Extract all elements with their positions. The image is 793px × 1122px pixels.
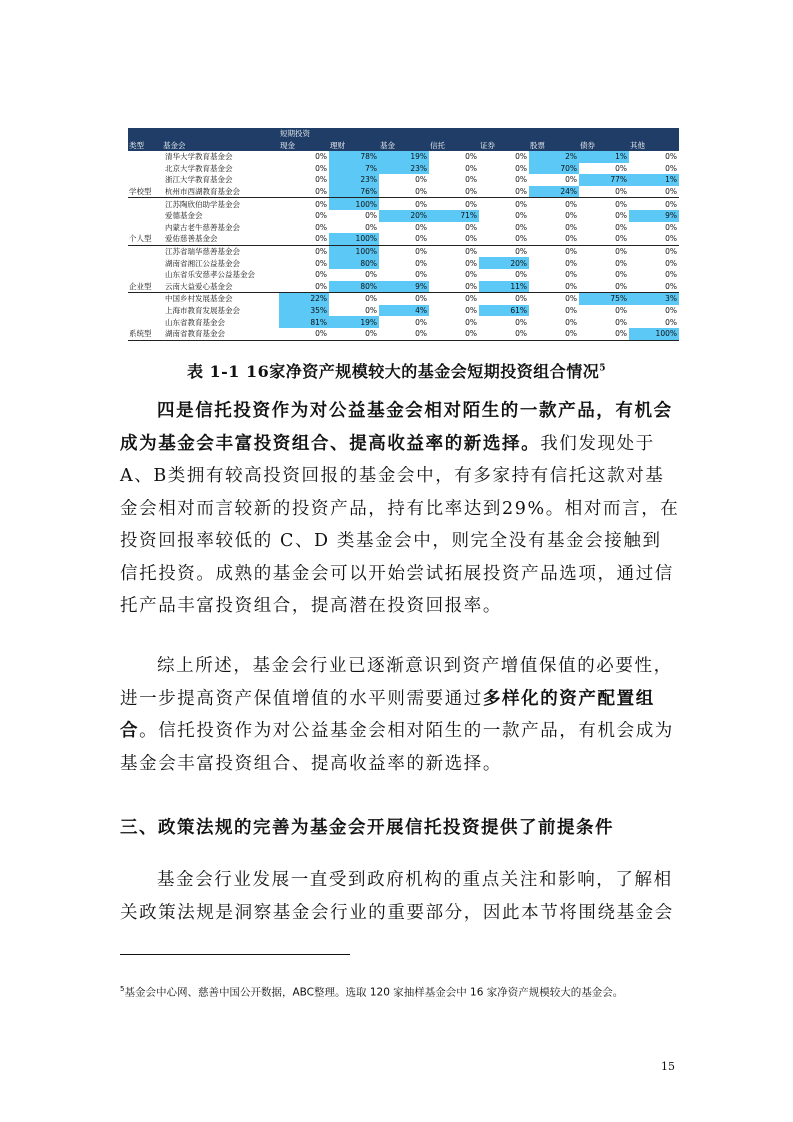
value-cell: 0% (465, 175, 477, 185)
value-cell: 0% (565, 199, 577, 209)
foundation-name-cell: 上海市教育发展基金会 (165, 306, 240, 316)
value-cell: 0% (629, 186, 679, 198)
header-top-cell: 短期投资 (279, 128, 329, 139)
value-cell: 0% (579, 281, 629, 293)
value-cell: 0% (415, 247, 427, 257)
header-cell: 其他 (629, 139, 679, 151)
value-cell: 0% (365, 306, 377, 316)
value-cell: 0% (465, 222, 477, 232)
value-cell: 0% (529, 281, 579, 293)
table-row (128, 293, 679, 305)
value-cell: 23% (329, 174, 379, 186)
value-cell: 0% (465, 306, 477, 316)
value-cell: 0% (629, 233, 679, 245)
header-cell: 证券 (479, 139, 529, 151)
value-cell: 0% (379, 328, 429, 340)
value-cell: 0% (415, 175, 427, 185)
foundation-name-cell: 山东省教育基金会 (165, 317, 225, 327)
value-cell: 100% (329, 198, 379, 210)
paragraph-body: 我们发现处于 A、B类拥有较高投资回报的基金会中，有多家持有信托这款对基金会相对而言较新的投资产品，持有比率达到29%。相对而言，在投资回报率较低的 C、D 类基金会中，则完全没有基金会接触到信托投资。成熟的基金会可以开始尝试拓展投资产品选项，通过信托产品丰富投资组合，提高潜在投资回报率。 (120, 433, 680, 616)
foundation-name-cell: 清华大学教育基金会 (165, 152, 233, 162)
value-cell: 81% (279, 316, 329, 328)
summary-text-after: 。信托投资作为对公益基金会相对陌生的一款产品，有机会成为基金会丰富投资组合、提高收益率的新选择。 (120, 721, 674, 774)
value-cell: 0% (279, 233, 329, 245)
value-cell: 80% (329, 257, 379, 269)
header-top-cell (479, 128, 529, 139)
type-cell (128, 210, 162, 222)
header-cell: 现金 (279, 139, 329, 151)
value-cell: 0% (429, 186, 479, 198)
value-cell: 0% (515, 152, 527, 162)
type-cell (128, 198, 162, 210)
page-number: 15 (661, 1060, 675, 1073)
value-cell: 0% (615, 258, 627, 268)
type-cell (128, 269, 162, 281)
value-cell: 0% (315, 270, 327, 280)
value-cell: 61% (479, 305, 529, 317)
value-cell: 0% (579, 233, 629, 245)
value-cell: 0% (515, 175, 527, 185)
value-cell: 75% (579, 293, 629, 305)
value-cell: 0% (415, 294, 427, 304)
footnote-text: 基金会中心网、慈善中国公开数据，ABC整理。选取 120 家抽样基金会中 16 家净资产规模较大的基金会。 (124, 986, 624, 999)
value-cell: 100% (329, 245, 379, 257)
value-cell: 0% (429, 328, 479, 340)
value-cell: 0% (665, 222, 677, 232)
value-cell: 0% (465, 294, 477, 304)
value-cell: 78% (329, 151, 379, 163)
value-cell: 0% (565, 175, 577, 185)
table-row (128, 328, 679, 340)
value-cell: 19% (379, 151, 429, 163)
table-row (128, 233, 679, 245)
value-cell: 0% (615, 317, 627, 327)
foundation-name-cell: 爱德基金会 (165, 211, 203, 221)
table-header-top-row (128, 128, 679, 139)
paragraph-policy-intro: 基金会行业发展一直受到政府机构的重点关注和影响，了解相关政策法规是洞察基金会行业的重要部分，因此本节将围绕基金会 (120, 870, 674, 923)
value-cell: 0% (479, 328, 529, 340)
value-cell: 0% (529, 233, 579, 245)
value-cell: 0% (565, 222, 577, 232)
value-cell: 0% (279, 281, 329, 293)
value-cell: 7% (329, 163, 379, 175)
value-cell: 0% (365, 294, 377, 304)
value-cell: 0% (565, 247, 577, 257)
value-cell: 1% (629, 174, 679, 186)
value-cell: 0% (465, 258, 477, 268)
value-cell: 0% (479, 233, 529, 245)
value-cell: 0% (665, 247, 677, 257)
value-cell: 0% (415, 317, 427, 327)
value-cell: 0% (379, 233, 429, 245)
value-cell: 0% (365, 222, 377, 232)
header-cell: 信托 (429, 139, 479, 151)
value-cell: 0% (615, 211, 627, 221)
value-cell: 0% (565, 258, 577, 268)
value-cell: 0% (515, 294, 527, 304)
allocation-table (128, 128, 679, 341)
table-row (128, 186, 679, 198)
table-row (128, 281, 679, 293)
type-cell (128, 174, 162, 186)
value-cell: 77% (579, 174, 629, 186)
table-row (128, 305, 679, 317)
value-cell: 0% (565, 306, 577, 316)
value-cell: 0% (479, 186, 529, 198)
value-cell: 0% (515, 163, 527, 173)
value-cell: 0% (315, 258, 327, 268)
value-cell: 80% (329, 281, 379, 293)
summary-text-before: 综上所述，基金会行业已逐渐意识到资产增值保值的必要性，进一步提高资产保值增值的水平则需要通过 (120, 656, 673, 709)
value-cell: 0% (365, 211, 377, 221)
value-cell: 0% (515, 247, 527, 257)
table-body (128, 151, 679, 340)
value-cell: 1% (579, 151, 629, 163)
value-cell: 0% (315, 222, 327, 232)
value-cell: 76% (329, 186, 379, 198)
value-cell: 0% (515, 270, 527, 280)
value-cell: 0% (429, 233, 479, 245)
foundation-name-cell: 湖南省教育基金会 (162, 328, 279, 340)
header-cell: 债券 (579, 139, 629, 151)
value-cell: 0% (329, 328, 379, 340)
value-cell: 0% (615, 163, 627, 173)
foundation-name-cell: 云南大益爱心基金会 (162, 281, 279, 293)
value-cell: 0% (315, 247, 327, 257)
value-cell: 4% (379, 305, 429, 317)
table-header-row (128, 139, 679, 151)
foundation-name-cell: 爱佑慈善基金会 (162, 233, 279, 245)
value-cell: 0% (415, 199, 427, 209)
table-row (128, 316, 679, 328)
header-top-cell (529, 128, 579, 139)
value-cell: 100% (329, 233, 379, 245)
allocation-table-container (128, 128, 679, 341)
footnote-marker: 5 (120, 985, 125, 993)
type-cell (128, 151, 162, 163)
header-top-cell (629, 128, 679, 139)
value-cell: 0% (465, 152, 477, 162)
value-cell: 20% (479, 257, 529, 269)
type-cell: 个人型 (128, 233, 162, 245)
value-cell: 19% (329, 316, 379, 328)
value-cell: 0% (565, 317, 577, 327)
value-cell: 2% (529, 151, 579, 163)
header-cell: 基金会 (162, 139, 279, 151)
type-cell (128, 245, 162, 257)
value-cell: 0% (315, 175, 327, 185)
type-cell: 系统型 (128, 328, 162, 340)
value-cell: 0% (615, 247, 627, 257)
value-cell: 0% (315, 211, 327, 221)
foundation-name-cell: 江苏省瑞华慈善基金会 (165, 247, 240, 257)
value-cell: 0% (315, 152, 327, 162)
value-cell: 100% (629, 328, 679, 340)
value-cell: 71% (429, 210, 479, 222)
value-cell: 0% (515, 317, 527, 327)
table-row (128, 151, 679, 163)
value-cell: 9% (379, 281, 429, 293)
foundation-name-cell: 浙江大学教育基金会 (165, 175, 233, 185)
value-cell: 22% (279, 293, 329, 305)
value-cell: 0% (515, 199, 527, 209)
table-row (128, 245, 679, 257)
value-cell: 0% (279, 186, 329, 198)
value-cell: 0% (365, 270, 377, 280)
foundation-name-cell: 中国乡村发展基金会 (165, 294, 233, 304)
table-row (128, 222, 679, 234)
type-cell: 学校型 (128, 186, 162, 198)
paragraph-trust-investment (120, 395, 680, 623)
value-cell: 0% (665, 152, 677, 162)
value-cell: 0% (579, 328, 629, 340)
foundation-name-cell: 内蒙古老牛慈善基金会 (165, 222, 240, 232)
value-cell: 0% (665, 199, 677, 209)
type-cell (128, 316, 162, 328)
value-cell: 0% (465, 247, 477, 257)
paragraph-summary (120, 650, 680, 780)
header-top-cell (379, 128, 429, 139)
table-row (128, 269, 679, 281)
header-top-cell (429, 128, 479, 139)
value-cell: 0% (315, 163, 327, 173)
value-cell: 24% (529, 186, 579, 198)
table-caption: 表 1-1 16家净资产规模较大的基金会短期投资组合情况$^5$ (186, 362, 607, 381)
table-row (128, 174, 679, 186)
value-cell: 0% (565, 270, 577, 280)
paragraph-bold-lead: 四是信托投资作为对公益基金会相对陌生的一款产品，有机会成为基金会丰富投资组合、提高收益率的新选择。 (120, 401, 673, 454)
header-cell: 基金 (379, 139, 429, 151)
value-cell: 0% (665, 258, 677, 268)
header-cell: 类型 (128, 139, 162, 151)
value-cell: 0% (565, 211, 577, 221)
value-cell: 0% (515, 211, 527, 221)
value-cell: 3% (629, 293, 679, 305)
value-cell: 0% (465, 270, 477, 280)
table-row (128, 198, 679, 210)
value-cell: 0% (379, 186, 429, 198)
value-cell: 11% (479, 281, 529, 293)
type-cell (128, 305, 162, 317)
value-cell: 0% (615, 222, 627, 232)
value-cell: 35% (279, 305, 329, 317)
header-top-cell (162, 128, 279, 139)
foundation-name-cell: 杭州市西湖教育基金会 (162, 186, 279, 198)
value-cell: 0% (279, 328, 329, 340)
table-row (128, 163, 679, 175)
header-top-cell (128, 128, 162, 139)
header-cell: 理财 (329, 139, 379, 151)
header-top-cell (329, 128, 379, 139)
value-cell: 0% (615, 306, 627, 316)
header-top-cell (579, 128, 629, 139)
value-cell: 0% (615, 270, 627, 280)
footnote (120, 976, 680, 1006)
value-cell: 9% (629, 210, 679, 222)
value-cell: 0% (415, 222, 427, 232)
type-cell (128, 163, 162, 175)
summary-bold-phrase: 多样化的资产配置组合 (120, 688, 655, 741)
type-cell: 企业型 (128, 281, 162, 293)
foundation-name-cell: 湖南省湘江公益基金会 (165, 258, 240, 268)
value-cell: 0% (529, 328, 579, 340)
foundation-name-cell: 北京大学教育基金会 (165, 163, 233, 173)
value-cell: 0% (465, 317, 477, 327)
foundation-name-cell: 山东省乐安慈孝公益基金会 (165, 270, 255, 280)
value-cell: 0% (465, 163, 477, 173)
value-cell: 0% (579, 186, 629, 198)
caption-footnote-ref: 5 (599, 363, 607, 374)
value-cell: 20% (379, 210, 429, 222)
value-cell: 0% (665, 317, 677, 327)
value-cell: 0% (665, 163, 677, 173)
value-cell: 0% (515, 222, 527, 232)
type-cell (128, 293, 162, 305)
value-cell: 0% (565, 294, 577, 304)
type-cell (128, 222, 162, 234)
value-cell: 23% (379, 163, 429, 175)
foundation-name-cell: 江苏陶欣伯助学基金会 (165, 199, 240, 209)
footnote-divider (120, 954, 350, 955)
value-cell: 0% (665, 270, 677, 280)
value-cell: 0% (629, 281, 679, 293)
value-cell: 70% (529, 163, 579, 175)
value-cell: 0% (429, 281, 479, 293)
value-cell: 0% (415, 258, 427, 268)
value-cell: 0% (315, 199, 327, 209)
value-cell: 0% (615, 199, 627, 209)
header-cell: 股票 (529, 139, 579, 151)
table-row (128, 210, 679, 222)
value-cell: 0% (465, 199, 477, 209)
section-heading: 三、政策法规的完善为基金会开展信托投资提供了前提条件 (120, 818, 614, 838)
type-cell (128, 257, 162, 269)
table-row (128, 257, 679, 269)
value-cell: 0% (665, 306, 677, 316)
value-cell: 0% (415, 270, 427, 280)
